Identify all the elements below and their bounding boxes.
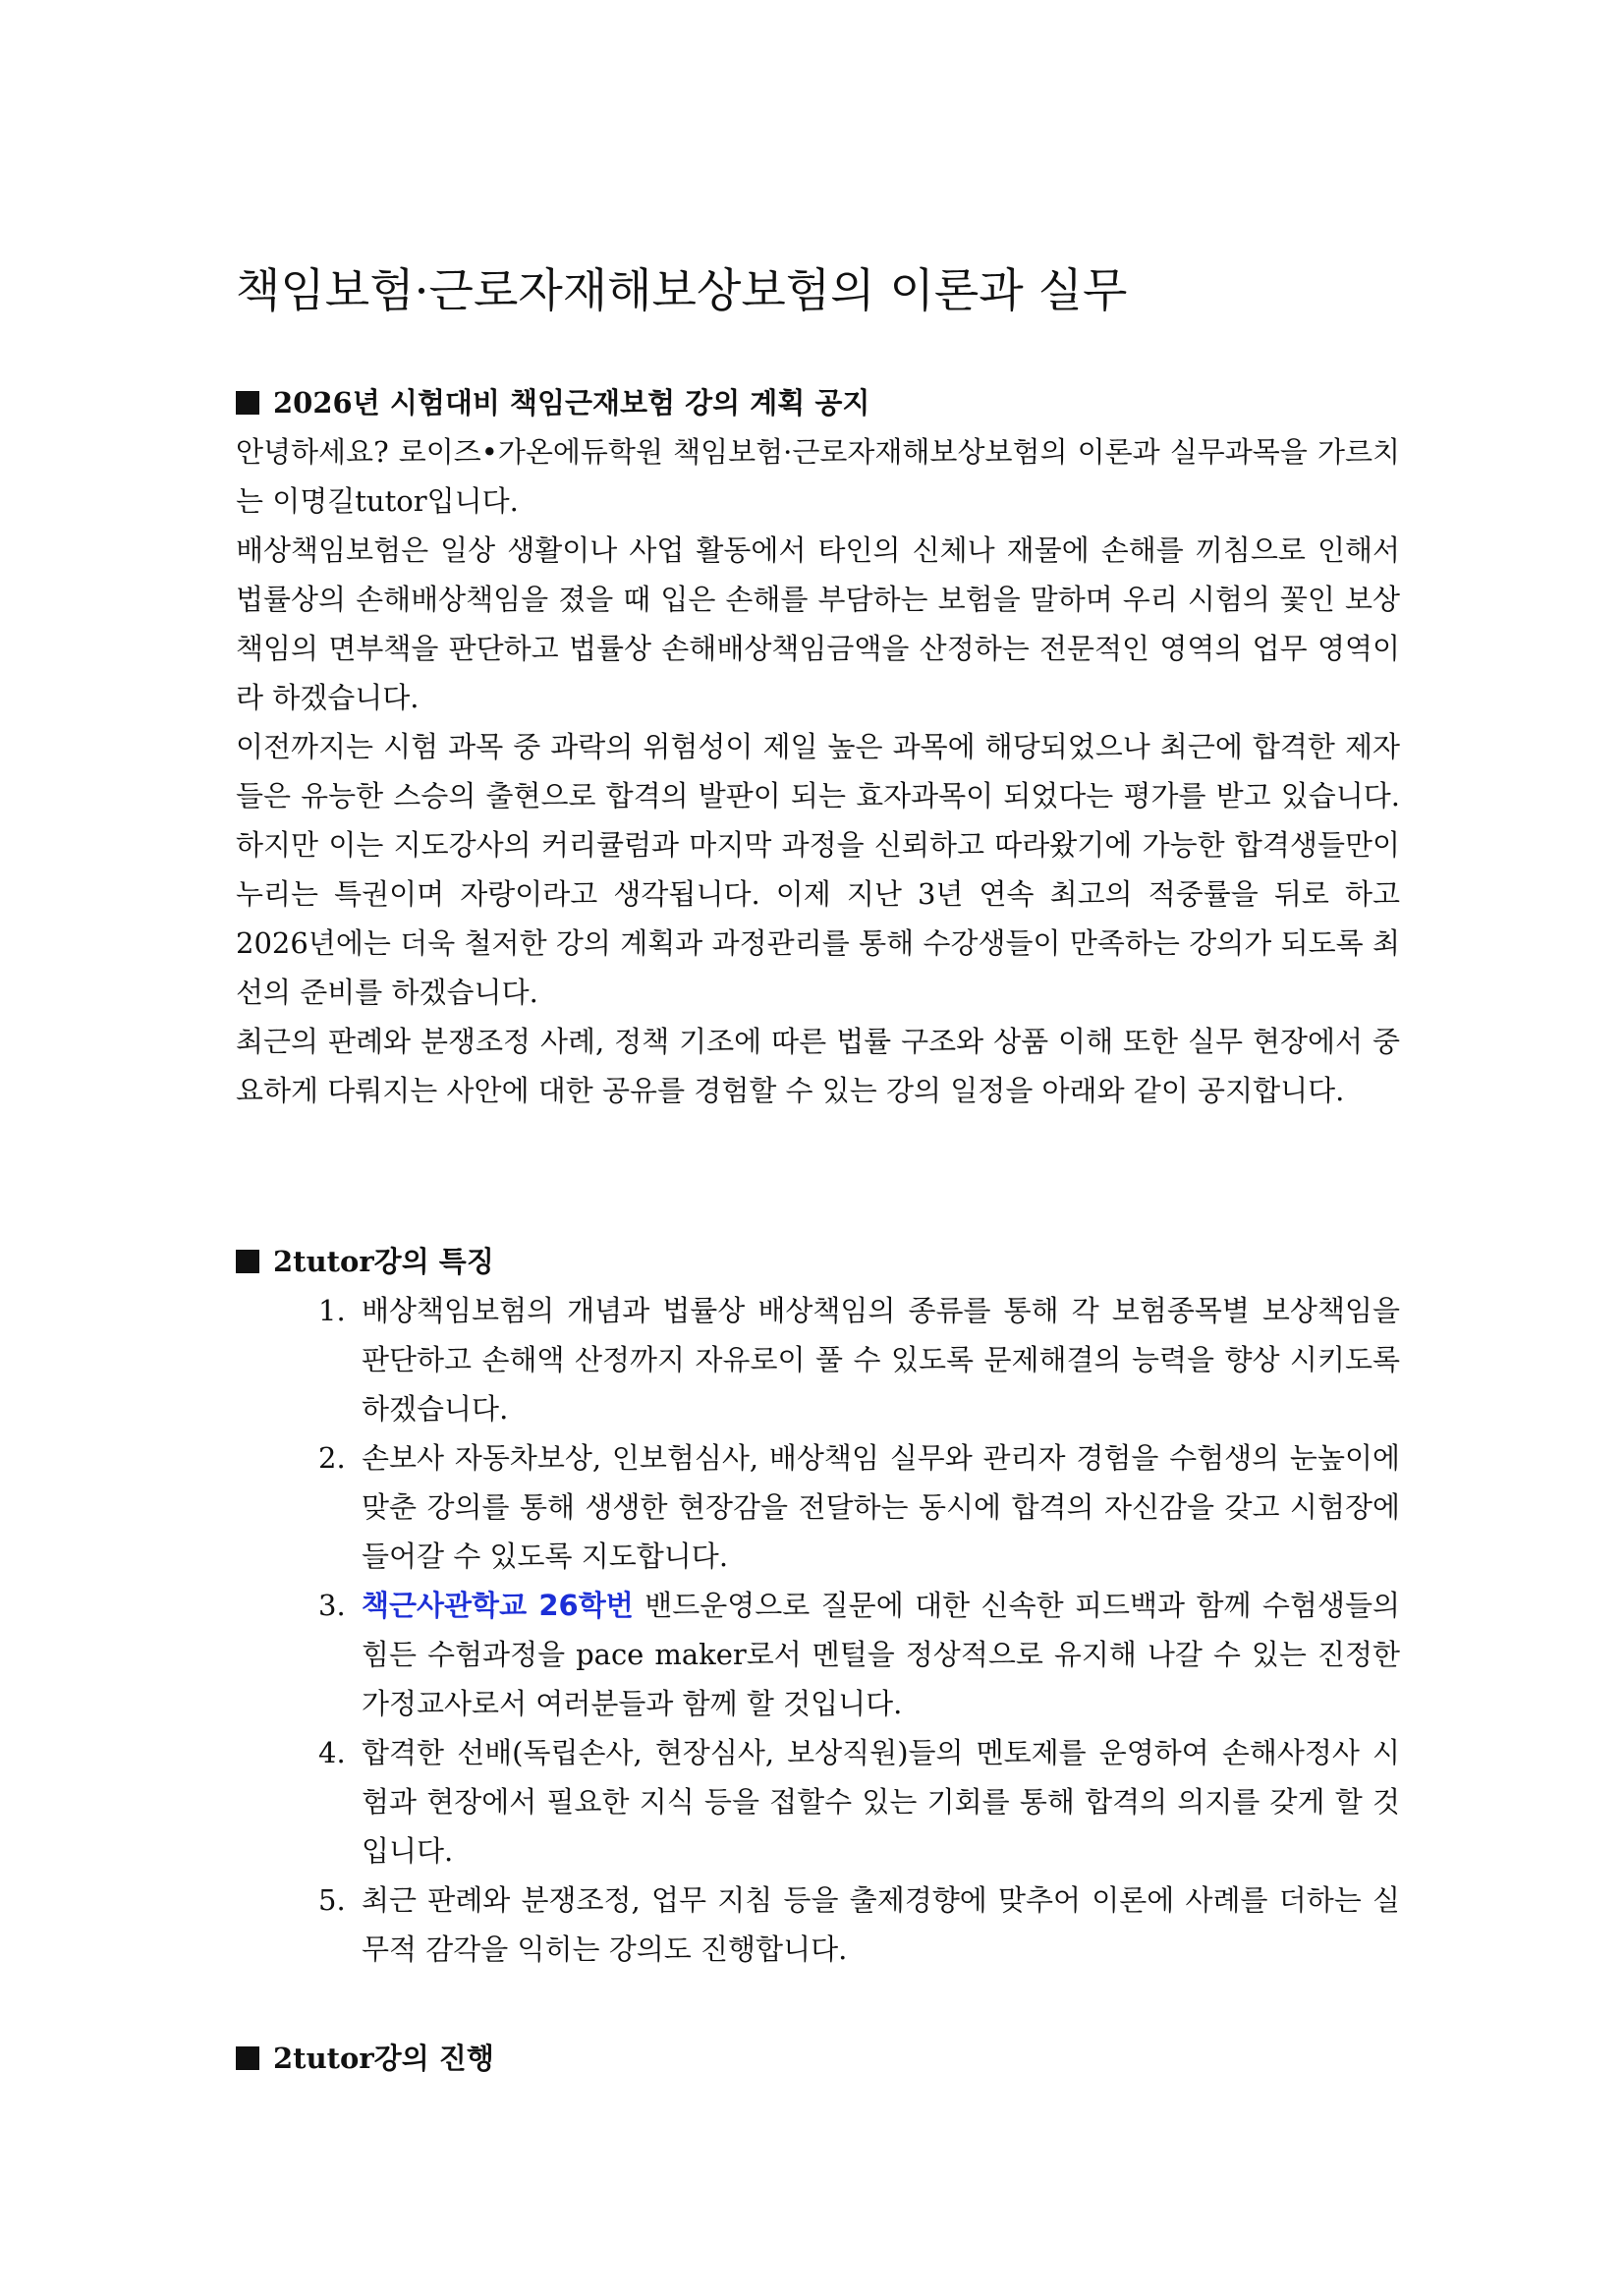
list-item bbox=[318, 1728, 1400, 1876]
list-number: 4. bbox=[318, 1736, 346, 1769]
list-number: 5. bbox=[318, 1883, 346, 1917]
section-heading-progress bbox=[236, 2034, 1400, 2083]
list-number: 3. bbox=[318, 1589, 346, 1622]
list-item-text: 최근 판례와 분쟁조정, 업무 지침 등을 출제경향에 맞추어 이론에 사례를 더하는 실무적 감각을 익히는 강의도 진행합니다. bbox=[362, 1883, 1400, 1966]
section-heading-text: 2tutor강의 진행 bbox=[273, 2042, 494, 2075]
section-heading-features bbox=[236, 1237, 1400, 1286]
list-item bbox=[318, 1286, 1400, 1433]
feature-list bbox=[318, 1286, 1400, 1974]
list-item bbox=[318, 1581, 1400, 1728]
list-item bbox=[318, 1433, 1400, 1581]
list-item-text: 배상책임보험의 개념과 법률상 배상책임의 종류를 통해 각 보험종목별 보상책임을 판단하고 손해액 산정까지 자유로이 풀 수 있도록 문제해결의 능력을 향상 시키도록 하겠습니다. bbox=[362, 1294, 1400, 1426]
section-heading-text: 2tutor강의 특징 bbox=[273, 1245, 494, 1278]
document-title: 책임보험·근로자재해보상보험의 이론과 실무 bbox=[236, 264, 1128, 318]
list-item-text: 손보사 자동차보상, 인보험심사, 배상책임 실무와 관리자 경험을 수험생의 눈높이에 맞춘 강의를 통해 생생한 현장감을 전달하는 동시에 합격의 자신감을 갖고 시험장에 들어갈 수 있도록 지도합니다. bbox=[362, 1441, 1400, 1573]
list-item-text: 밴드운영으로 질문에 대한 신속한 피드백과 함께 수험생들의 힘든 수험과정을 pace maker로서 멘털을 정상적으로 유지해 나갈 수 있는 진정한 가정교사로서 여러분들과 함께 할 것입니다. bbox=[362, 1589, 1400, 1720]
square-bullet-icon bbox=[236, 1250, 259, 1273]
square-bullet-icon bbox=[236, 2046, 259, 2070]
paragraph-insurance-definition: 배상책임보험은 일상 생활이나 사업 활동에서 타인의 신체나 재물에 손해를 끼침으로 인해서 법률상의 손해배상책임을 졌을 때 입은 손해를 부담하는 보험을 말하며 우리 시험의 꽃인 보상책임의 면부책을 판단하고 법률상 손해배상책임금액을 산정하는 전문적인 영역의 업무 영역이라 하겠습니다. bbox=[236, 533, 1400, 714]
list-number: 2. bbox=[318, 1441, 346, 1475]
section-heading-text: 2026년 시험대비 책임근재보험 강의 계획 공지 bbox=[273, 386, 870, 420]
list-number: 1. bbox=[318, 1294, 346, 1327]
square-bullet-icon bbox=[236, 391, 259, 415]
paragraph-schedule-notice: 최근의 판례와 분쟁조정 사례, 정책 기조에 따른 법률 구조와 상품 이해 또한 실무 현장에서 중요하게 다뤄지는 사안에 대한 공유를 경험할 수 있는 강의 일정을 아래와 같이 공지합니다. bbox=[236, 1025, 1400, 1107]
section-heading-notice bbox=[236, 378, 1400, 427]
paragraph-greeting: 안녕하세요? 로이즈•가온에듀학원 책임보험·근로자재해보상보험의 이론과 실무과목을 가르치는 이명길tutor입니다. bbox=[236, 435, 1400, 518]
paragraph-course-history: 이전까지는 시험 과목 중 과락의 위험성이 제일 높은 과목에 해당되었으나 최근에 합격한 제자들은 유능한 스승의 출현으로 합격의 발판이 되는 효자과목이 되었다는 평가를 받고 있습니다. 하지만 이는 지도강사의 커리큘럼과 마지막 과정을 신뢰하고 따라왔기에 가능한 합격생들만이 누리는 특권이며 자랑이라고 생각됩니다. 이제 지난 3년 연속 최고의 적중률을 뒤로 하고 2026년에는 더욱 철저한 강의 계획과 과정관리를 통해 수강생들이 만족하는 강의가 되도록 최선의 준비를 하겠습니다. bbox=[236, 730, 1400, 1009]
band-name-highlight: 책근사관학교 26학번 bbox=[362, 1589, 634, 1622]
list-item bbox=[318, 1876, 1400, 1974]
list-item-text: 합격한 선배(독립손사, 현장심사, 보상직원)들의 멘토제를 운영하여 손해사정사 시험과 현장에서 필요한 지식 등을 접할수 있는 기회를 통해 합격의 의지를 갖게 할 것입니다. bbox=[362, 1736, 1400, 1868]
